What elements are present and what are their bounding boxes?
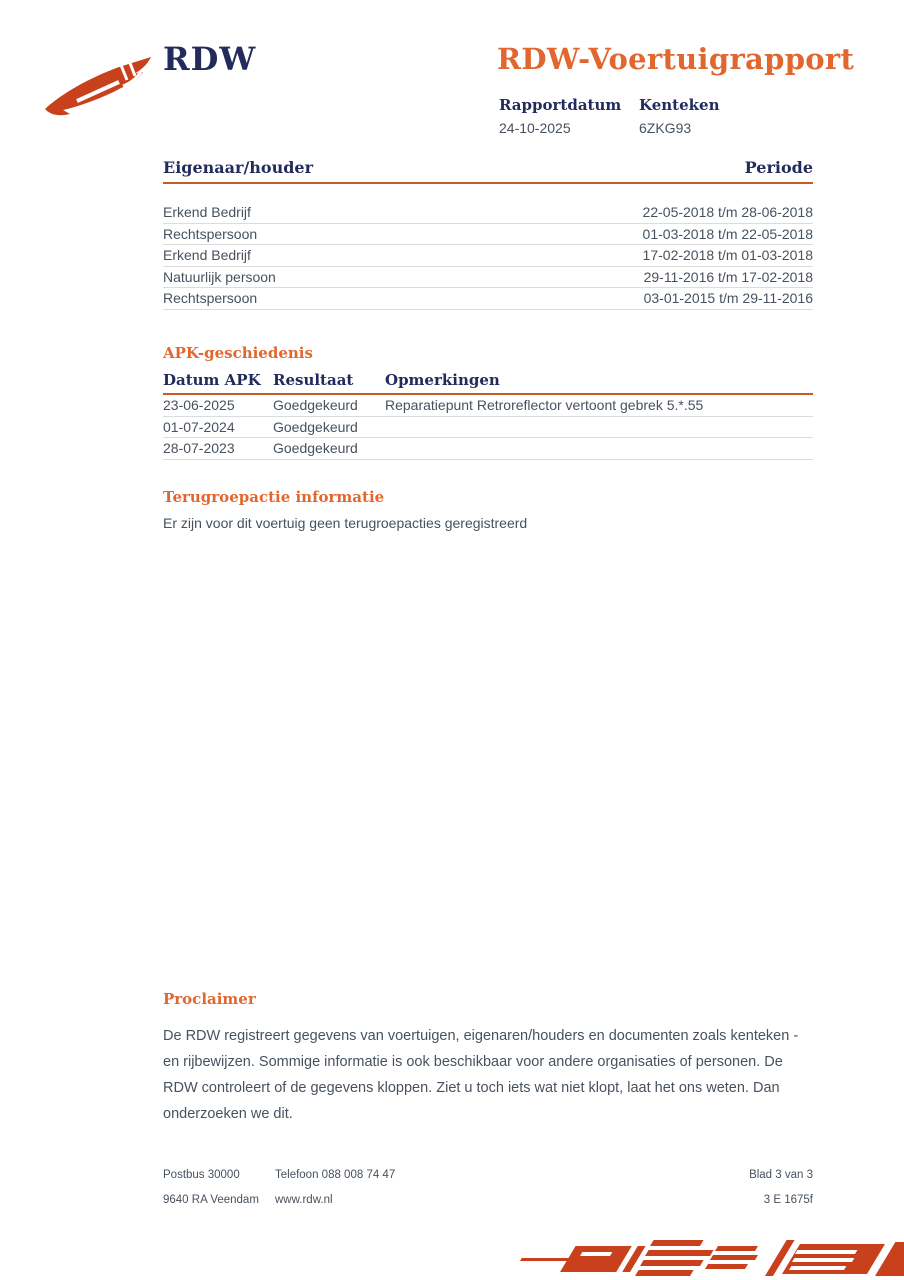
period-column-header: Periode: [744, 158, 813, 177]
recall-section-title: Terugroepactie informatie: [163, 488, 385, 506]
apk-history-section: [163, 344, 813, 460]
owner-type: Erkend Bedrijf: [163, 204, 251, 220]
footer-doc-code: 3 E 1675f: [763, 1194, 813, 1206]
recall-info-section: [163, 488, 813, 531]
owner-period: 17-02-2018 t/m 01-03-2018: [642, 247, 813, 263]
table-row: [163, 202, 813, 224]
table-row: [163, 395, 813, 417]
rdw-logo-text: RDW: [163, 40, 257, 78]
apk-remarks-column-header: Opmerkingen: [385, 371, 500, 389]
apk-result: Goedgekeurd: [273, 397, 358, 413]
apk-result-column-header: Resultaat: [273, 371, 354, 389]
footer-phone: Telefoon 088 008 74 47: [275, 1169, 396, 1181]
owner-history-section: [163, 158, 813, 310]
footer-row: [163, 1168, 813, 1182]
page-footer: [163, 1168, 813, 1207]
apk-remarks: [385, 438, 813, 460]
apk-date-column-header: Datum APK: [163, 371, 261, 389]
page-title: RDW-Voertuigrapport: [497, 42, 855, 76]
apk-result: Goedgekeurd: [273, 440, 358, 456]
apk-section-title: APK-geschiedenis: [163, 344, 313, 362]
owner-period: 29-11-2016 t/m 17-02-2018: [643, 268, 813, 285]
footer-website: www.rdw.nl: [275, 1194, 333, 1206]
owner-type: Rechtspersoon: [163, 225, 258, 242]
license-plate-block: [639, 96, 779, 136]
table-row: [163, 288, 813, 310]
table-row: [163, 224, 813, 246]
owner-period: 01-03-2018 t/m 22-05-2018: [642, 225, 813, 242]
table-row: [163, 417, 813, 439]
report-meta: [499, 96, 779, 136]
apk-result: Goedgekeurd: [273, 418, 358, 435]
report-date-label: Rapportdatum: [499, 96, 622, 114]
license-plate-value: 6ZKG93: [639, 120, 692, 136]
table-row: [163, 438, 813, 460]
license-plate-label: Kenteken: [639, 96, 720, 114]
apk-remarks: Reparatiepunt Retroreflector vertoont gebrek 5.*.55: [385, 397, 704, 413]
owner-type: Natuurlijk persoon: [163, 268, 276, 285]
footer-page-number: Blad 3 van 3: [749, 1169, 813, 1181]
owner-table-header: [163, 158, 813, 184]
report-date-block: [499, 96, 639, 136]
footer-row: [163, 1193, 813, 1207]
apk-date: 01-07-2024: [163, 418, 235, 435]
speed-stripes-graphic: [520, 1238, 904, 1280]
owner-table-body: [163, 202, 813, 310]
owner-period: 22-05-2018 t/m 28-06-2018: [642, 204, 813, 220]
apk-remarks: [385, 417, 813, 439]
report-date-value: 24-10-2025: [499, 120, 571, 136]
owner-type: Rechtspersoon: [163, 290, 258, 306]
rdw-wing-icon: [38, 52, 160, 120]
footer-address-line2: 9640 RA Veendam: [163, 1194, 259, 1206]
apk-date: 23-06-2025: [163, 397, 235, 413]
proclaimer-title: Proclaimer: [163, 990, 256, 1008]
proclaimer-text: De RDW registreert gegevens van voertuigen, eigenaren/houders en documenten zoals kenteken - en rijbewijzen. Sommige informatie is ook beschikbaar voor andere organisaties of personen. De RDW controleert of de gegevens kloppen. Ziet u toch iets wat niet klopt, laat het ons weten. Dan onderzoeken we dit.: [163, 1028, 799, 1122]
owner-column-header: Eigenaar/houder: [163, 158, 314, 177]
proclaimer-section: [163, 990, 818, 1127]
recall-status-text: Er zijn voor dit voertuig geen terugroepacties geregistreerd: [163, 515, 528, 531]
table-row: [163, 245, 813, 267]
apk-table-body: [163, 395, 813, 460]
apk-date: 28-07-2023: [163, 440, 235, 456]
apk-table-header: [163, 371, 813, 395]
table-row: [163, 267, 813, 289]
owner-period: 03-01-2015 t/m 29-11-2016: [643, 290, 813, 306]
footer-address-line1: Postbus 30000: [163, 1169, 240, 1181]
owner-type: Erkend Bedrijf: [163, 247, 251, 263]
